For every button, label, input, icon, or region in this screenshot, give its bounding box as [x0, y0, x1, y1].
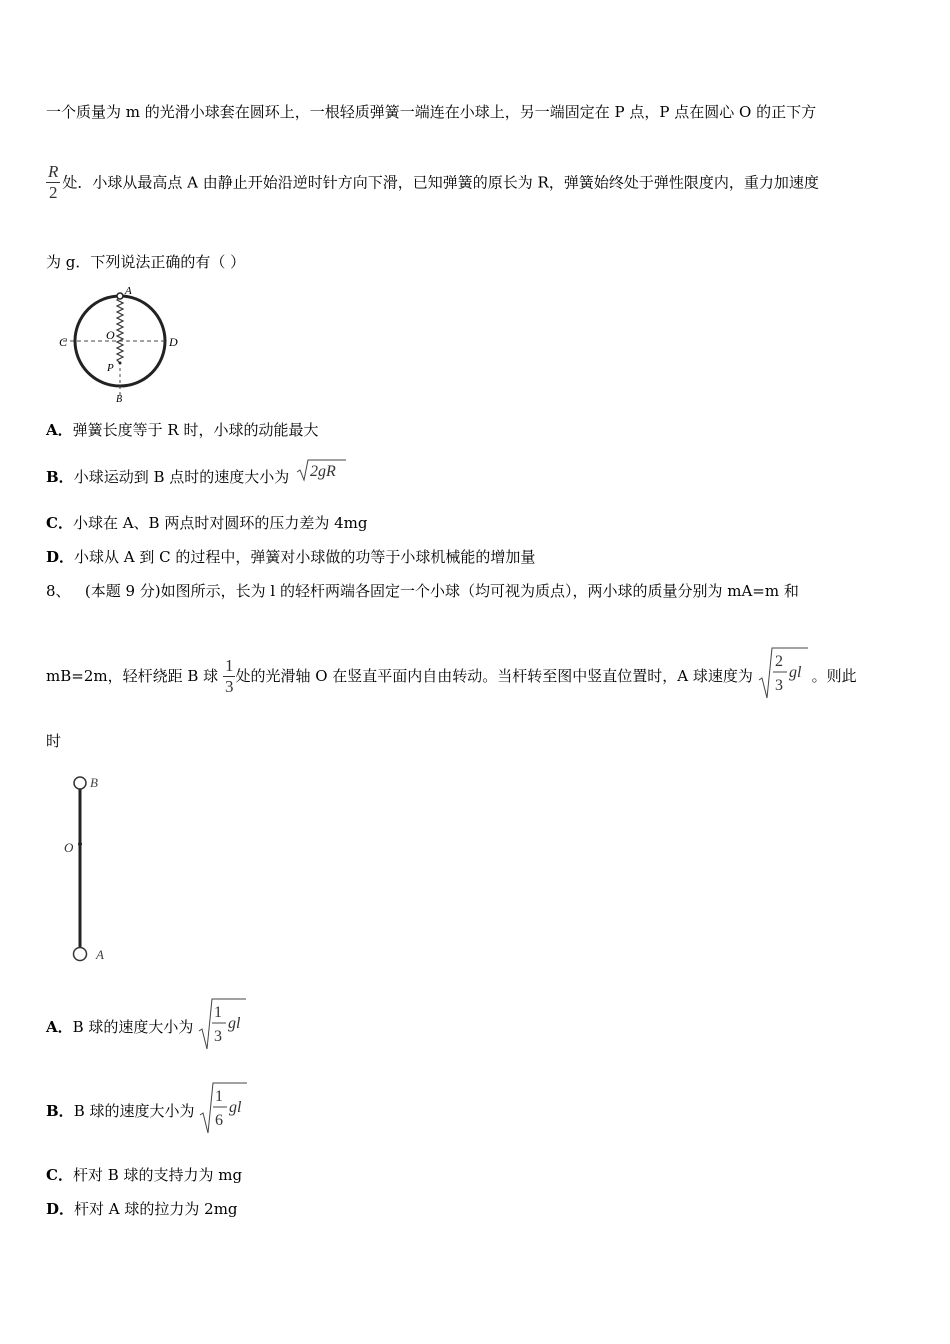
q7-stem-line2: 处．小球从最高点 A 由静止开始沿逆时针方向下滑，已知弹簧的原长为 R，弹簧始终处于弹性限度内，重力加速度: [62, 173, 819, 192]
pivot-o: [78, 842, 82, 846]
spring: [117, 297, 123, 363]
label-b: B: [90, 775, 98, 790]
svg-text:gl: gl: [229, 1099, 242, 1116]
q8-option-b: B．B 球的速度大小为 1 6 gl: [46, 1081, 247, 1141]
svg-text:1: 1: [215, 1088, 224, 1105]
q7-circle-figure: [55, 283, 185, 405]
fraction-1-over-3: $\frac{1}{3}$: [224, 655, 234, 696]
fraction-numerator: R: [48, 162, 59, 181]
label-b: B: [116, 394, 123, 405]
label-o: O: [106, 328, 115, 342]
fraction-r-over-2: [46, 162, 60, 203]
q7-option-a: A．弹簧长度等于 R 时，小球的动能最大: [46, 421, 319, 439]
point-p: [119, 362, 122, 365]
label-a: A: [125, 285, 132, 297]
ball-a: [74, 948, 87, 961]
q8-option-a: A．B 球的速度大小为 1 3 gl: [46, 997, 246, 1057]
q7-option-c: C．小球在 A、B 两点时对圆环的压力差为 4mg: [46, 514, 368, 532]
q8-option-c: C．杆对 B 球的支持力为 mg: [46, 1166, 243, 1184]
label-c: C: [59, 335, 68, 349]
label-o: O: [64, 840, 74, 855]
fraction-denominator: 2: [48, 183, 58, 202]
svg-text:6: 6: [215, 1112, 224, 1129]
sqrt-fraction-denominator: 3: [774, 677, 783, 694]
svg-text:3: 3: [214, 1028, 223, 1045]
sqrt-1-6-gl: [199, 1081, 247, 1141]
svg-text:gl: gl: [228, 1015, 241, 1032]
q7-option-b: B．小球运动到 B 点时的速度大小为 2gR: [46, 462, 346, 492]
ball: [117, 293, 123, 299]
q8-stem-line2: mB=2m，轻杆绕距 B 球 $\frac{1}{3}$ 处的光滑轴 O 在竖直平面内自由转动。当杆转至图中竖直位置时，A 球速度为 2 3 gl 。则此: [46, 646, 857, 706]
q8-rod-figure: [60, 772, 120, 968]
sqrt-1-3-gl: [198, 997, 246, 1057]
sqrt-fraction-numerator: 2: [774, 653, 783, 670]
sqrt-2-3-gl: [758, 646, 808, 706]
q7-stem-line1: 一个质量为 m 的光滑小球套在圆环上，一根轻质弹簧一端连在小球上，另一端固定在 P 点，P 点在圆心 O 的正下方: [46, 103, 817, 121]
sqrt-2gR: [296, 458, 346, 488]
label-a: A: [96, 947, 104, 962]
q8-stem-line3: 时: [46, 732, 62, 750]
sqrt-tail: gl: [788, 664, 802, 681]
q7-option-d: D．小球从 A 到 C 的过程中，弹簧对小球做的功等于小球机械能的增加量: [46, 548, 536, 566]
ball-b: [74, 777, 86, 789]
q8-stem-line1: 8、 (本题 9 分)如图所示，长为 l 的轻杆两端各固定一个小球（均可视为质点），两小球的质量分别为 mA=m 和: [46, 582, 799, 600]
q8-option-d: D．杆对 A 球的拉力为 2mg: [46, 1200, 238, 1218]
radicand: 2gR: [310, 463, 336, 480]
svg-text:1: 1: [214, 1004, 223, 1021]
q7-stem-line3: 为 g．下列说法正确的有（ ）: [46, 253, 246, 271]
label-d: D: [169, 335, 178, 349]
q7-stem-line2-wrap: [46, 162, 819, 203]
label-p: P: [107, 362, 114, 374]
